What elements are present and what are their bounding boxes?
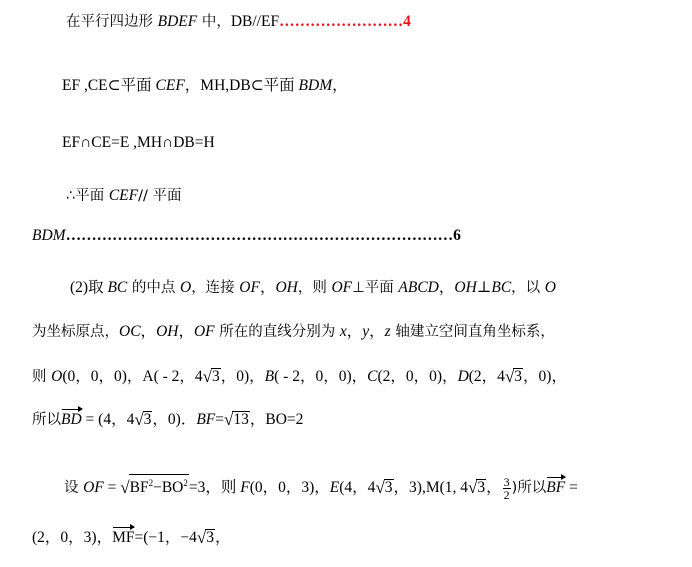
radicand: 3: [514, 368, 523, 385]
text: ，0)．: [152, 411, 197, 428]
vector-bf: BF: [546, 479, 566, 496]
line-5: [32, 226, 461, 246]
radical-sign: √: [202, 367, 212, 386]
exponent: 2: [148, 478, 154, 488]
text: =: [103, 479, 121, 496]
text: x: [339, 323, 347, 340]
text: 则: [32, 369, 52, 385]
text: 设: [64, 480, 84, 496]
radical-sign: √: [196, 528, 207, 547]
text: OH: [156, 323, 179, 340]
radical-sign: √: [120, 478, 130, 497]
text: // 平面: [138, 188, 182, 204]
text: z: [384, 323, 391, 340]
text: OH: [454, 279, 477, 296]
text: ABCD: [398, 279, 439, 296]
text: ( - 2，0，0)，: [274, 368, 368, 385]
text: (0，0，0)，A( - 2，4: [62, 368, 203, 385]
text: EF ,CE⊂平面: [62, 77, 156, 94]
text: OF: [331, 279, 353, 296]
text: ，MH,DB⊂平面: [184, 77, 299, 94]
text: ，则: [297, 280, 332, 296]
radicand: 3: [206, 529, 214, 546]
text: = (4，4: [81, 411, 135, 428]
text: BDM: [298, 77, 333, 94]
sqrt-3: [375, 478, 393, 498]
sqrt-13: [224, 410, 250, 430]
text: BC: [107, 279, 128, 296]
text: ，以: [511, 280, 545, 296]
text: ，: [332, 77, 348, 94]
vector-bd: BD: [61, 411, 82, 428]
line-8: [32, 367, 567, 387]
text: 在平行四边形: [66, 14, 158, 30]
text: 轴建立空间直角坐标系，: [390, 324, 555, 340]
text: −BO: [153, 479, 184, 496]
text: ∴平面: [66, 188, 109, 204]
radical-sign: √: [468, 478, 478, 497]
text: O: [51, 368, 63, 385]
line-4: [66, 186, 182, 206]
text: (2)取: [70, 279, 108, 296]
text: O: [179, 279, 192, 296]
text: OF: [239, 279, 260, 296]
text: B: [264, 368, 275, 385]
text: 中，: [197, 14, 231, 30]
line-10: [64, 474, 578, 501]
radicand: 3: [384, 479, 393, 496]
fraction: [503, 476, 511, 501]
text: BF: [196, 411, 216, 428]
text: ，3),M(1, 4: [393, 479, 469, 496]
radical-sign: √: [134, 410, 144, 429]
text: ，: [346, 323, 363, 340]
text: F: [240, 479, 250, 496]
text: (2，0，3)，: [32, 529, 113, 546]
text: 为坐标原点，: [32, 324, 119, 340]
text: ⊥平面: [352, 280, 399, 296]
text: BDEF: [157, 13, 198, 30]
text: ⊥: [476, 279, 492, 296]
text: y: [362, 323, 370, 340]
sqrt-3: [134, 410, 152, 430]
radical-sign: √: [375, 478, 385, 497]
text: C: [367, 368, 378, 385]
text: OH: [275, 279, 298, 296]
line-6: [70, 278, 556, 298]
line-2: [62, 76, 348, 96]
text: OF: [83, 479, 104, 496]
text: ，连接: [191, 280, 240, 296]
radicand: 3: [477, 479, 486, 496]
text: E: [329, 479, 340, 496]
text: 的中点: [127, 280, 180, 296]
text: CEF: [155, 77, 185, 94]
sqrt-3: [505, 367, 523, 387]
sqrt-3: [203, 367, 221, 387]
radical-sign: √: [504, 367, 515, 386]
radical-sign: √: [224, 410, 234, 429]
text: CEF: [108, 187, 139, 204]
text: =: [215, 411, 225, 428]
line-3: [62, 133, 215, 153]
text: =3，则: [188, 479, 241, 496]
text: BC: [491, 279, 512, 296]
leader-dots: …………………………………………………………………: [65, 227, 454, 244]
line-7: [32, 322, 555, 342]
line-9: [32, 410, 303, 430]
text: DB//EF: [230, 13, 280, 30]
text: ，0)，: [220, 368, 265, 385]
numerator: 3: [503, 474, 510, 489]
text: BDM: [32, 227, 66, 244]
text: D: [457, 368, 469, 385]
radicand: [129, 474, 189, 496]
sqrt-3: [468, 478, 486, 498]
radicand: 3: [212, 368, 220, 385]
text: (2，0，0)，: [377, 368, 458, 385]
text: )所以: [511, 480, 547, 496]
denominator: 2: [503, 487, 510, 502]
score-mark: 6: [453, 227, 461, 244]
text: ，0)，: [523, 368, 567, 385]
text: ，: [214, 529, 231, 546]
text: OF: [193, 323, 215, 340]
sqrt-expression: [120, 474, 189, 498]
line-11: [32, 528, 230, 548]
vector-mf: MF: [112, 529, 135, 546]
radicand: 3: [143, 411, 152, 428]
sqrt-3: [197, 528, 215, 548]
text: 所以: [32, 412, 61, 428]
text: OC: [119, 323, 141, 340]
text: ，: [369, 323, 385, 340]
text: ，: [140, 323, 157, 340]
exponent: 2: [183, 478, 188, 488]
text: EF∩CE=E ,MH∩DB=H: [62, 134, 215, 151]
text: BF: [129, 479, 149, 496]
text: (4，4: [339, 479, 376, 496]
text: =: [565, 479, 578, 496]
text: (2，4: [468, 368, 505, 385]
text: ，: [438, 279, 455, 296]
text: =(−1，−4: [134, 529, 197, 546]
line-1: [66, 12, 411, 32]
leader-dots: ……………………: [279, 13, 404, 30]
text: ，: [486, 479, 502, 496]
text: ，BO=2: [249, 411, 304, 428]
score-mark: 4: [403, 13, 411, 30]
text: O: [544, 279, 556, 296]
text: (0，0，3)，: [249, 479, 330, 496]
radicand: 13: [233, 411, 249, 428]
text: ，: [178, 323, 194, 340]
text: ，: [259, 279, 276, 296]
text: 所在的直线分别为: [214, 324, 340, 340]
